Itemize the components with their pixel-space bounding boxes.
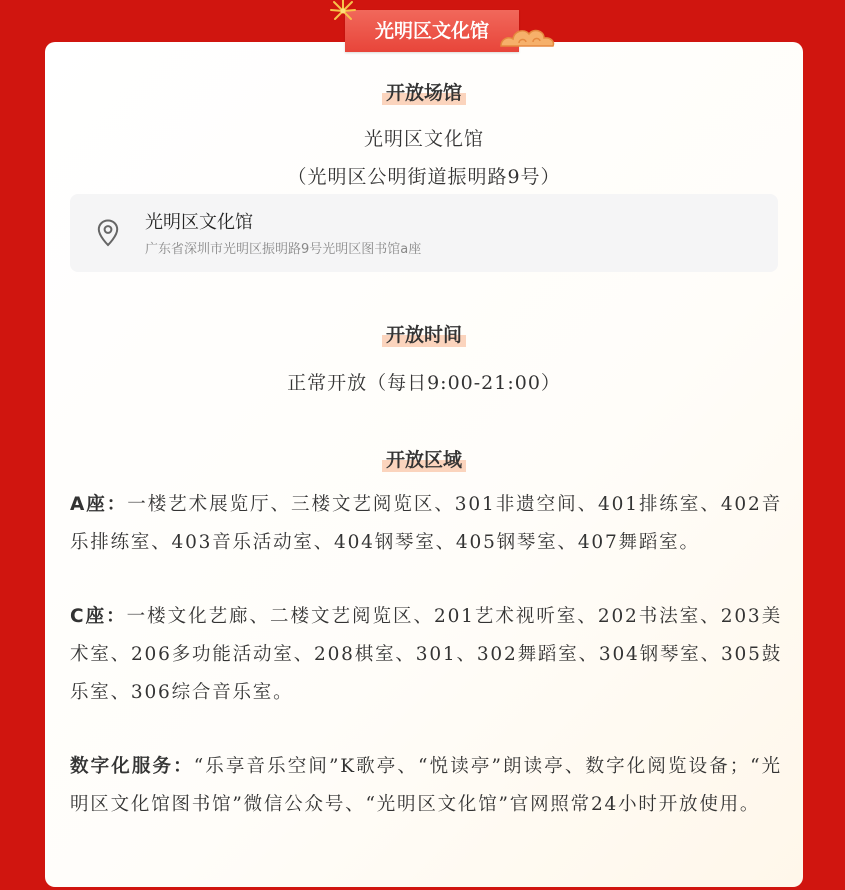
- building-a-text: 一楼艺术展览厅、三楼文艺阅览区、301非遗空间、401排练室、402音乐排练室、403音乐活动室、404钢琴室、405钢琴室、407舞蹈室。: [70, 494, 783, 553]
- hours-heading: 开放时间: [45, 320, 803, 347]
- building-a-paragraph: [70, 486, 782, 562]
- areas-heading: 开放区域: [45, 445, 803, 472]
- digital-services-paragraph: [70, 748, 782, 824]
- hours-text: 正常开放（每日9:00-21:00）: [287, 372, 561, 394]
- building-a-label: A座：: [70, 494, 128, 515]
- content-card: [45, 42, 803, 887]
- location-name: 光明区文化馆: [145, 212, 253, 233]
- venue-heading: 开放场馆: [45, 78, 803, 105]
- digital-services-text: “乐享音乐空间”K歌亭、“悦读亭”朗读亭、数字化阅览设备；“光明区文化馆图书馆”微信公众号、“光明区文化馆”官网照常24小时开放使用。: [70, 756, 782, 815]
- banner-title: 光明区文化馆: [345, 10, 519, 52]
- cloud-ornament-icon: [497, 22, 559, 54]
- venue-name: 光明区文化馆: [363, 128, 484, 150]
- venue-address: （光明区公明街道振明路9号）: [287, 166, 561, 188]
- location-card[interactable]: [70, 194, 778, 272]
- building-c-label: C座：: [70, 606, 127, 627]
- location-address: 广东省深圳市光明区振明路9号光明区图书馆a座: [145, 242, 422, 257]
- firework-icon: [326, 0, 360, 26]
- digital-services-label: 数字化服务：: [70, 756, 194, 777]
- map-pin-icon: [97, 219, 119, 247]
- building-c-paragraph: [70, 598, 782, 712]
- building-c-text: 一楼文化艺廊、二楼文艺阅览区、201艺术视听室、202书法室、203美术室、206多功能活动室、208棋室、301、302舞蹈室、304钢琴室、305鼓乐室、306综合音乐室。: [70, 606, 783, 703]
